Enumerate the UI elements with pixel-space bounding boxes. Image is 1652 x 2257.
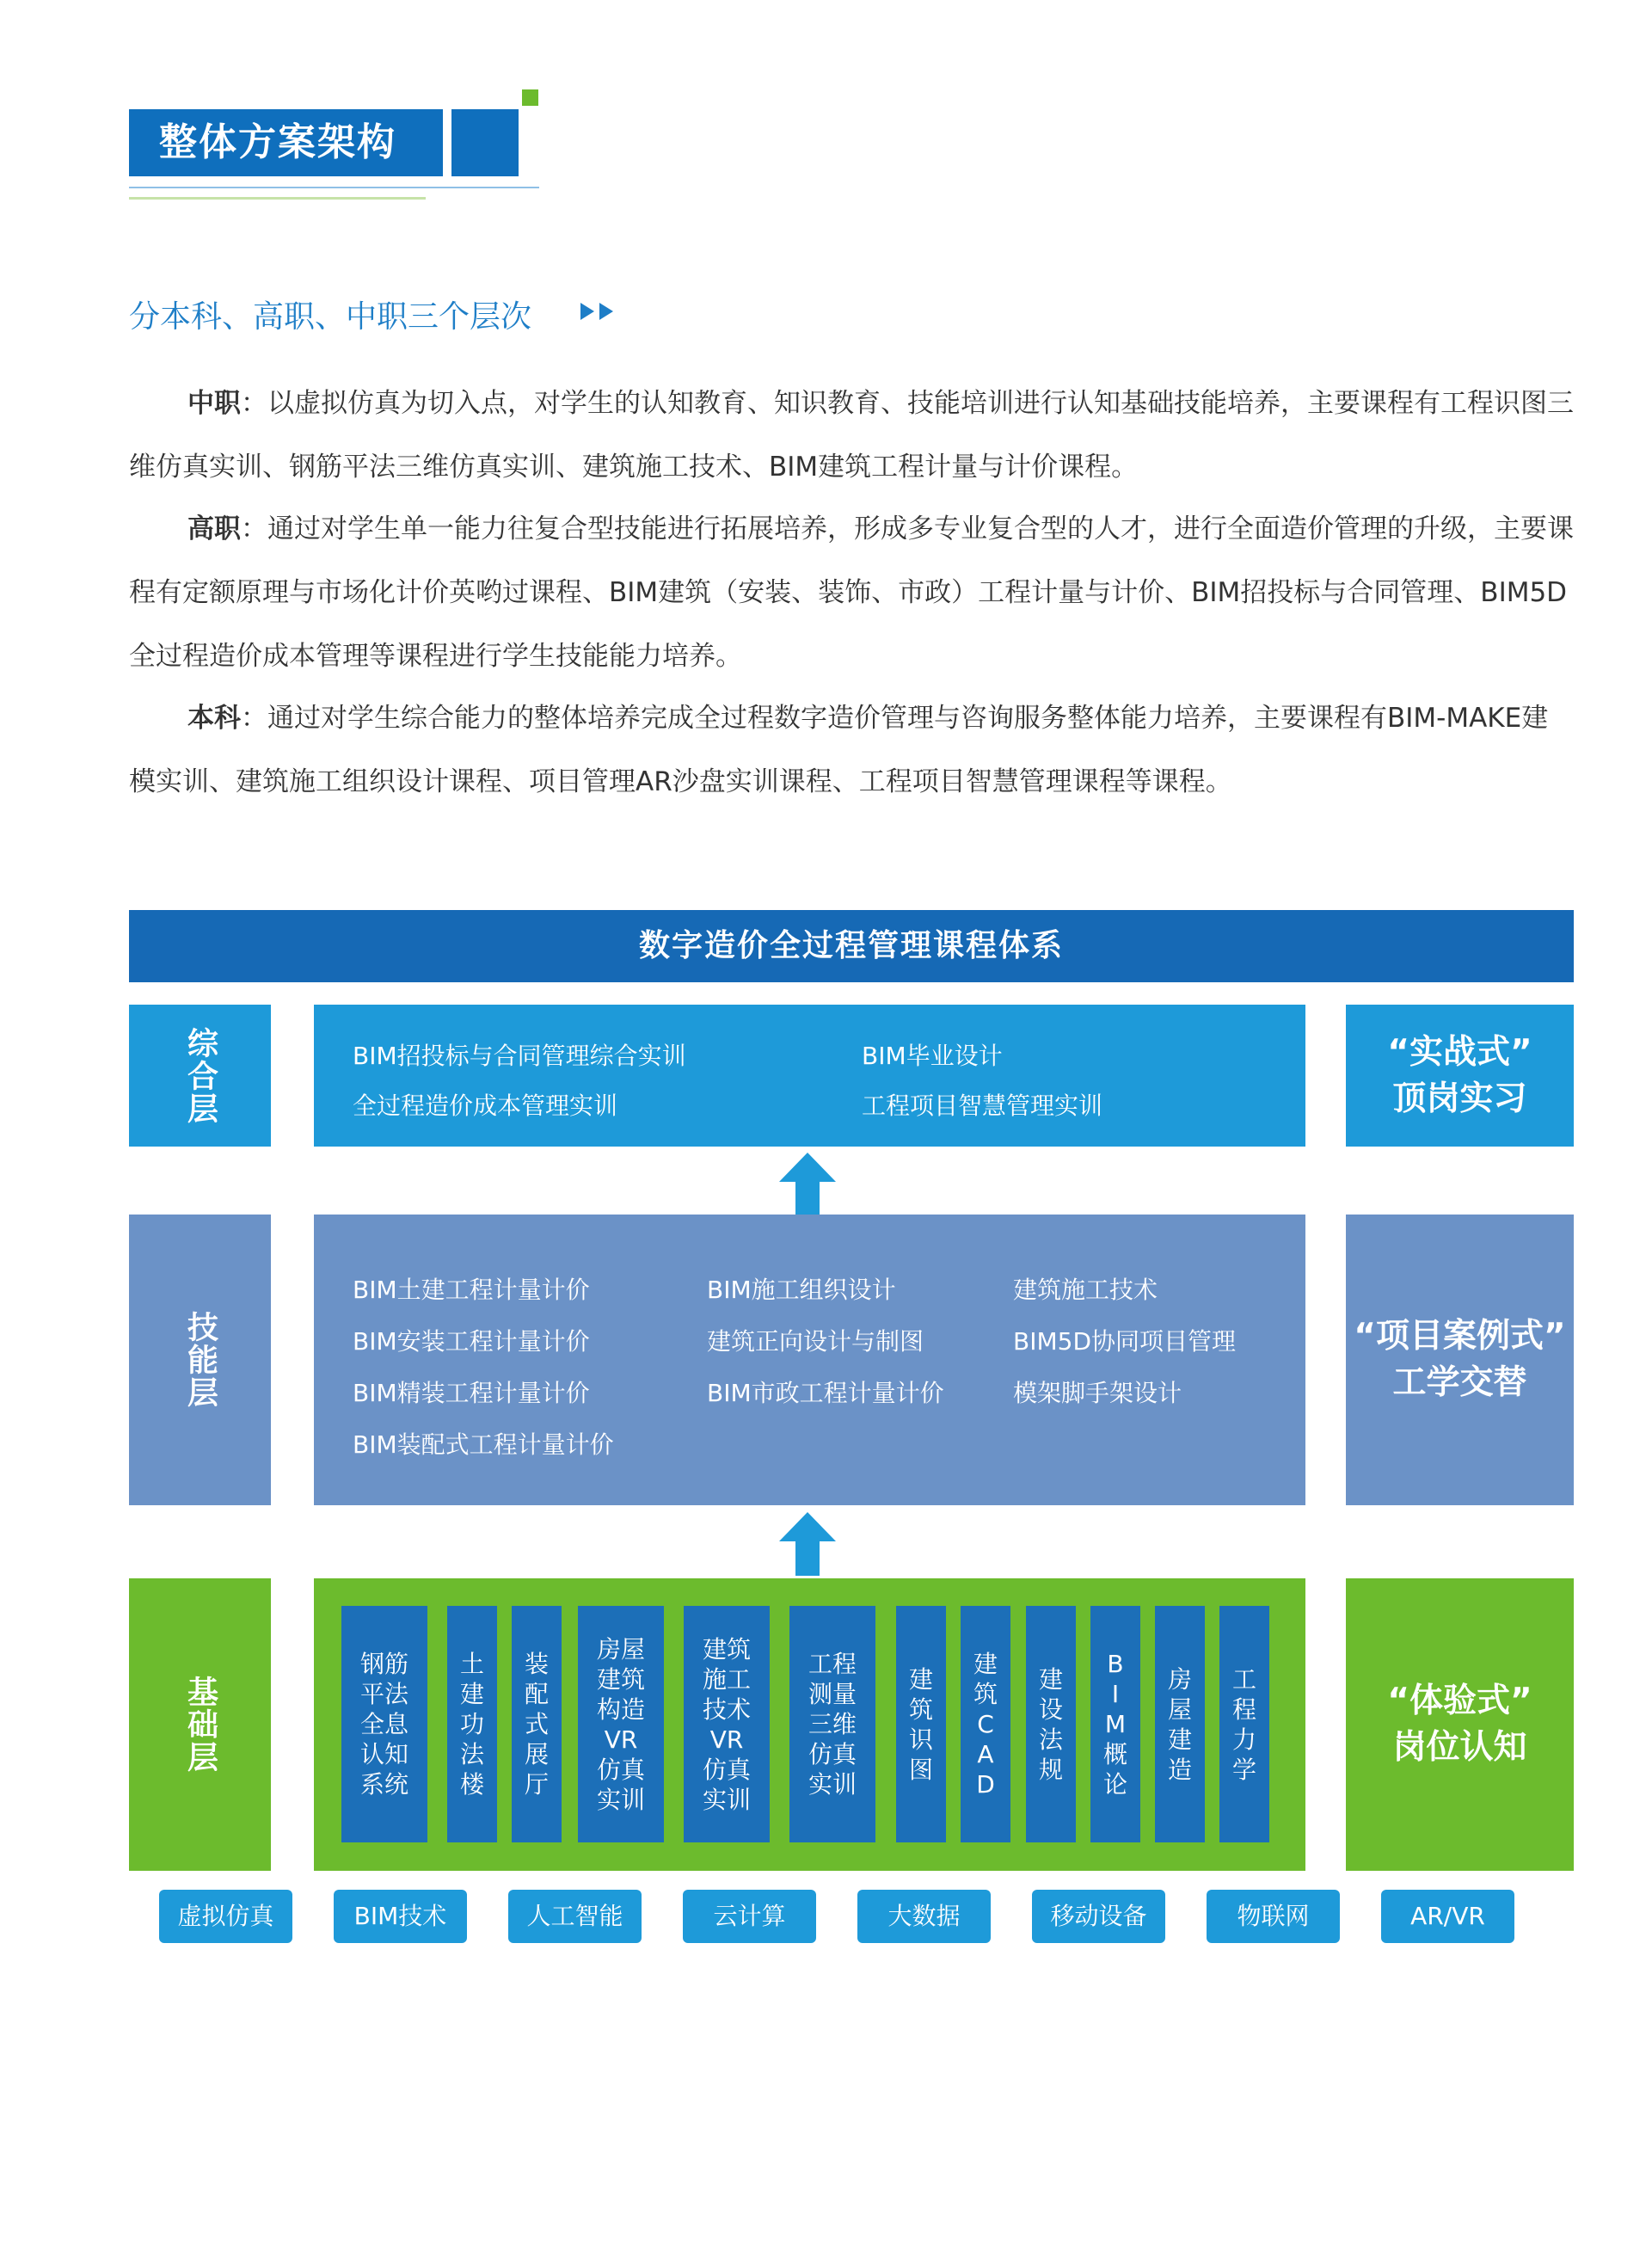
- basic-course-text: 识: [908, 1725, 933, 1754]
- up-arrow-icon: [779, 1512, 836, 1576]
- basic-course-column: [1026, 1606, 1076, 1842]
- technology-tag: BIM技术: [334, 1890, 467, 1943]
- technology-tag: 虚拟仿真: [159, 1890, 292, 1943]
- course-item: 工程项目智慧管理实训: [862, 1092, 1103, 1120]
- basic-course-text: 图: [908, 1755, 933, 1784]
- basic-course-text: 法: [1038, 1725, 1063, 1754]
- basic-course-text: 构造: [596, 1694, 645, 1724]
- basic-course-column: [684, 1606, 770, 1842]
- basic-course-text: 仿真: [808, 1740, 857, 1768]
- course-item: BIM装配式工程计量计价: [353, 1430, 614, 1459]
- basic-course-text: M: [1104, 1710, 1127, 1738]
- basic-course-text: 土: [459, 1650, 484, 1678]
- basic-course-text: C: [977, 1710, 994, 1738]
- layer-label-skill: 技能层: [129, 1215, 271, 1505]
- technology-tag: 云计算: [683, 1890, 816, 1943]
- basic-course-text: 技术: [702, 1694, 751, 1724]
- course-item: 全过程造价成本管理实训: [353, 1092, 618, 1120]
- paragraph-label: 高职: [187, 514, 241, 544]
- side-box-line: “项目案例式”: [1354, 1317, 1566, 1356]
- paragraph-text: ：通过对学生单一能力往复合型技能进行拓展培养，形成多专业复合型的人才，进行全面造价管理的升级，主要课程有定额原理与市场化计价英哟过课程、BIM建筑（安装、装饰、市政）工程计量与计价、BIM招投标与合同管理、BIM5D全过程造价成本管理等课程进行学生技能能力培养。: [129, 514, 1574, 672]
- basic-course-text: 实训: [808, 1770, 857, 1799]
- basic-course-text: 建: [459, 1680, 484, 1708]
- basic-course-text: 测量: [808, 1680, 857, 1708]
- course-item: BIM土建工程计量计价: [353, 1276, 590, 1304]
- basic-course-text: 配: [524, 1680, 549, 1708]
- skill-courses-panel: [314, 1215, 1305, 1505]
- basic-course-text: 房: [1167, 1664, 1192, 1694]
- course-item: 建筑施工技术: [1013, 1276, 1158, 1304]
- basic-course-text: 建: [1167, 1725, 1192, 1754]
- play-arrow-icon: [599, 303, 613, 320]
- side-box-line: “体验式”: [1387, 1682, 1532, 1720]
- paragraph-label: 中职: [187, 388, 241, 419]
- title-accent-dot: [522, 89, 538, 106]
- basic-course-text: 学: [1231, 1755, 1256, 1784]
- basic-course-text: 楼: [459, 1770, 484, 1799]
- basic-course-text: 认知: [359, 1740, 408, 1768]
- side-box-line: 工学交替: [1392, 1363, 1527, 1402]
- basic-course-text: VR: [604, 1725, 638, 1754]
- side-box-experience: [1346, 1578, 1574, 1871]
- basic-course-column: [447, 1606, 497, 1842]
- basic-course-text: 工: [1231, 1664, 1256, 1694]
- basic-course-text: 全息: [359, 1710, 408, 1738]
- basic-course-text: 功: [459, 1710, 484, 1738]
- basic-course-text: 法: [459, 1740, 484, 1768]
- basic-course-text: 力: [1231, 1725, 1256, 1754]
- basic-course-text: 论: [1102, 1770, 1127, 1799]
- basic-course-column: [961, 1606, 1010, 1842]
- basic-course-text: 规: [1038, 1755, 1063, 1784]
- basic-course-text: 三维: [808, 1710, 857, 1738]
- basic-course-column: [1219, 1606, 1269, 1842]
- basic-course-text: I: [1111, 1680, 1120, 1708]
- basic-course-text: 屋: [1167, 1694, 1192, 1724]
- comprehensive-courses-panel: [314, 1005, 1305, 1147]
- basic-course-text: 施工: [702, 1664, 751, 1694]
- basic-course-text: 钢筋: [359, 1650, 408, 1678]
- up-arrow-icon: [779, 1153, 836, 1216]
- course-item: BIM施工组织设计: [707, 1276, 896, 1304]
- basic-course-column: [578, 1606, 664, 1842]
- paragraph-vocational: [129, 497, 1574, 688]
- course-item: BIM安装工程计量计价: [353, 1327, 590, 1356]
- basic-course-text: 概: [1102, 1740, 1127, 1768]
- basic-course-text: 建筑: [596, 1664, 645, 1694]
- layer-label-basic: 基础层: [129, 1578, 271, 1871]
- paragraph-text: ：以虚拟仿真为切入点，对学生的认知教育、知识教育、技能培训进行认知基础技能培养，主要课程有工程识图三维仿真实训、钢筋平法三维仿真实训、建筑施工技术、BIM建筑工程计量与计价课程。: [129, 388, 1574, 483]
- play-arrow-icon: [580, 303, 594, 320]
- basic-course-text: A: [977, 1740, 994, 1768]
- section-subtitle: 分本科、高职、中职三个层次: [129, 299, 532, 335]
- basic-course-text: 系统: [359, 1770, 408, 1799]
- basic-course-column: [512, 1606, 562, 1842]
- basic-course-text: 建: [973, 1650, 998, 1678]
- basic-course-text: 实训: [702, 1785, 751, 1814]
- technology-tag: AR/VR: [1381, 1890, 1514, 1943]
- basic-courses-panel: [314, 1578, 1305, 1871]
- basic-course-text: B: [1107, 1650, 1124, 1678]
- course-item: BIM招投标与合同管理综合实训: [353, 1042, 686, 1070]
- basic-course-text: 工程: [808, 1650, 857, 1678]
- technology-tag: 移动设备: [1032, 1890, 1165, 1943]
- paragraph-label: 本科: [187, 703, 241, 734]
- basic-course-text: 筑: [908, 1694, 933, 1724]
- course-item: 建筑正向设计与制图: [707, 1327, 924, 1356]
- basic-course-text: 平法: [359, 1680, 408, 1708]
- basic-course-text: 厅: [524, 1770, 549, 1799]
- title-underline-blue: [129, 187, 539, 188]
- basic-course-text: 仿真: [596, 1755, 645, 1784]
- course-item: BIM毕业设计: [862, 1042, 1003, 1070]
- course-item: 模架脚手架设计: [1013, 1379, 1182, 1407]
- paragraph-secondary: [129, 372, 1574, 499]
- basic-course-text: 房屋: [596, 1634, 645, 1664]
- basic-course-text: VR: [709, 1725, 744, 1754]
- basic-course-column: [1090, 1606, 1140, 1842]
- diagram-title: 数字造价全过程管理课程体系: [129, 910, 1574, 982]
- technology-tag: 物联网: [1207, 1890, 1340, 1943]
- side-box-line: 岗位认知: [1392, 1728, 1527, 1767]
- course-item: BIM市政工程计量计价: [707, 1379, 944, 1407]
- basic-course-column: [789, 1606, 875, 1842]
- side-box-practice: [1346, 1005, 1574, 1147]
- basic-course-text: 建: [1038, 1664, 1063, 1694]
- title-accent-square: [451, 109, 519, 176]
- course-item: BIM精装工程计量计价: [353, 1379, 590, 1407]
- basic-course-column: [1155, 1606, 1205, 1842]
- basic-course-text: 筑: [973, 1680, 998, 1708]
- basic-course-text: D: [976, 1770, 995, 1799]
- basic-course-text: 式: [524, 1710, 549, 1738]
- paragraph-undergraduate: [129, 686, 1574, 814]
- side-box-line: 顶岗实习: [1392, 1079, 1527, 1118]
- basic-course-text: 设: [1038, 1694, 1063, 1724]
- page-title: 整体方案架构: [159, 120, 396, 164]
- technology-tag: 大数据: [857, 1890, 991, 1943]
- basic-course-text: 建筑: [702, 1634, 751, 1664]
- paragraph-text: ：通过对学生综合能力的整体培养完成全过程数字造价管理与咨询服务整体能力培养，主要课程有BIM-MAKE建模实训、建筑施工组织设计课程、项目管理AR沙盘实训课程、工程项目智慧管理课程等课程。: [129, 703, 1549, 797]
- basic-course-text: 展: [524, 1740, 549, 1768]
- basic-course-text: 实训: [596, 1785, 645, 1814]
- side-box-case: [1346, 1215, 1574, 1505]
- basic-course-column: [896, 1606, 946, 1842]
- basic-course-text: 装: [524, 1650, 549, 1678]
- technology-tag: 人工智能: [508, 1890, 642, 1943]
- basic-course-text: 造: [1167, 1755, 1192, 1784]
- basic-course-text: 建: [908, 1664, 933, 1694]
- basic-course-text: 程: [1231, 1694, 1256, 1724]
- basic-course-column: [341, 1606, 427, 1842]
- basic-course-text: 仿真: [702, 1755, 751, 1784]
- course-item: BIM5D协同项目管理: [1013, 1327, 1237, 1356]
- side-box-line: “实战式”: [1387, 1032, 1532, 1072]
- layer-label-comprehensive: 综合层: [129, 1005, 271, 1147]
- title-underline-green: [129, 197, 426, 200]
